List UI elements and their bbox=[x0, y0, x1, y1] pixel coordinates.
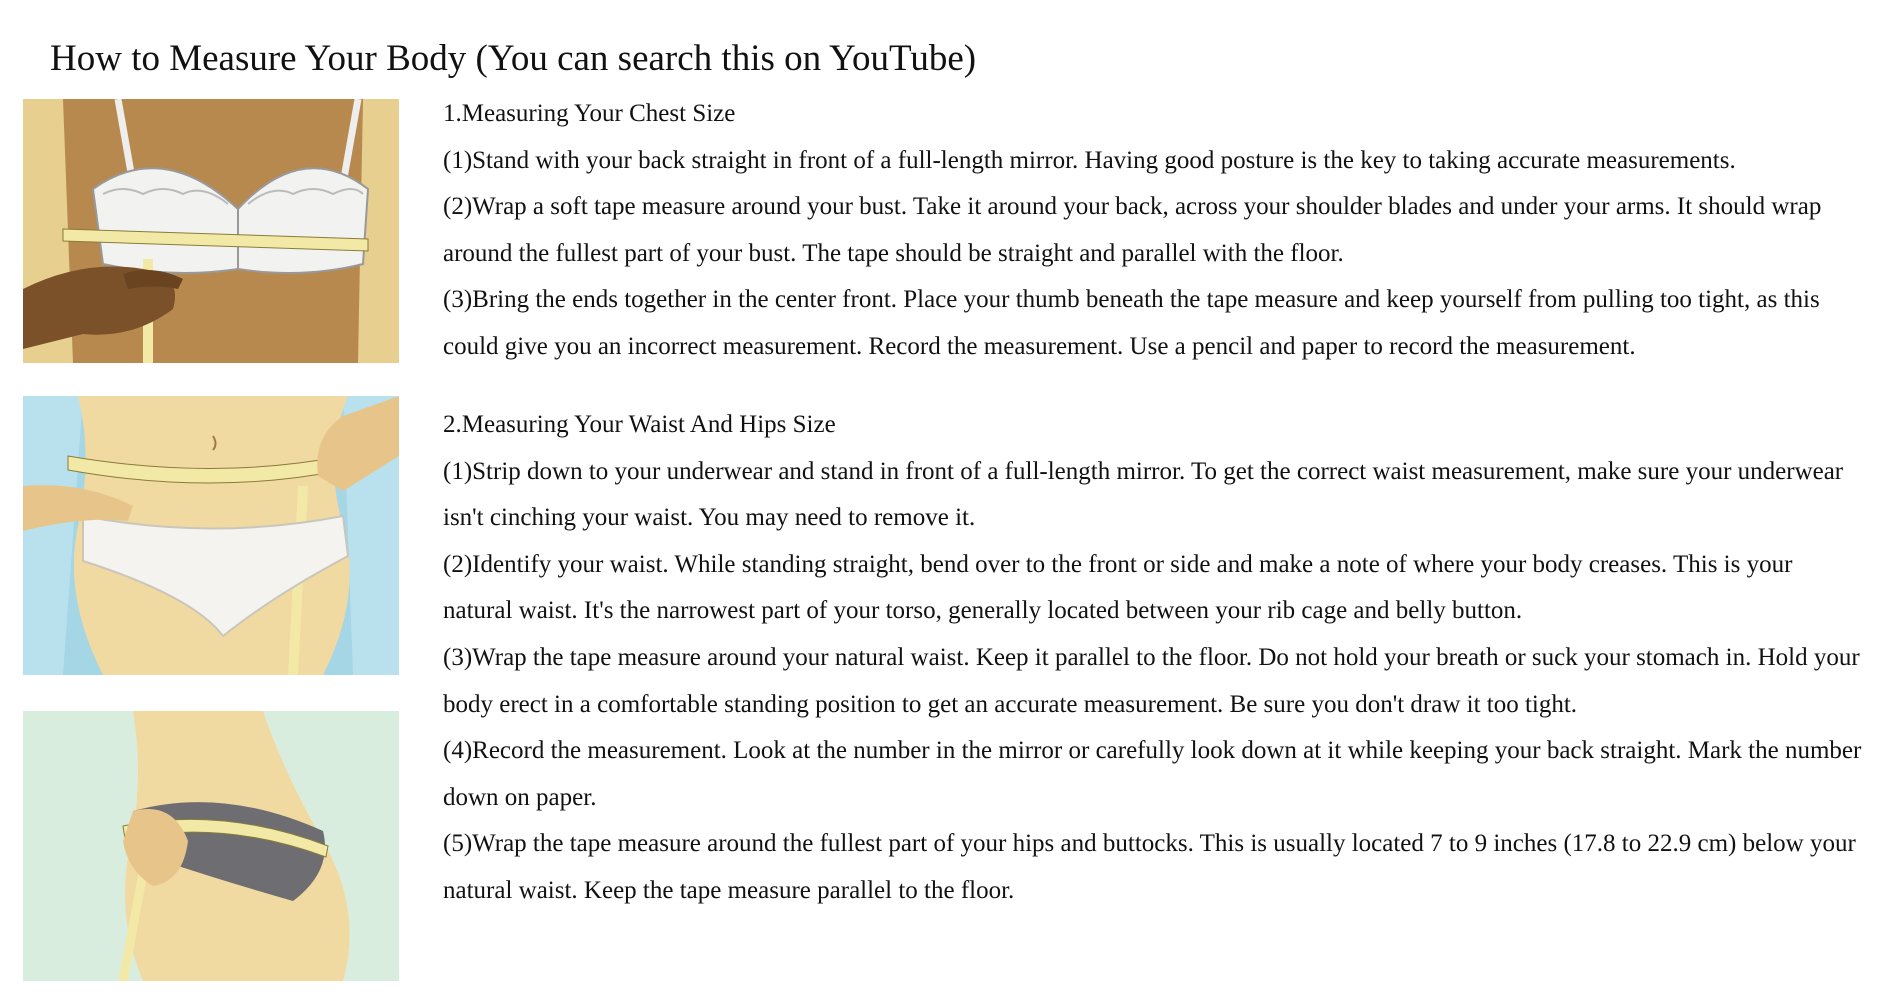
section-heading: 2.Measuring Your Waist And Hips Size bbox=[443, 411, 836, 438]
section-heading: 1.Measuring Your Chest Size bbox=[443, 100, 736, 127]
page-title: How to Measure Your Body (You can search this on YouTube) bbox=[50, 38, 977, 79]
instruction-paragraph: (5)Wrap the tape measure around the fullest part of your hips and buttocks. This is usually located 7 to 9 inches (17.8 to 22.9 cm) below your natural waist. Keep the tape measure parallel to the floor. bbox=[443, 830, 1856, 904]
waist-hips-size-section bbox=[443, 402, 1863, 915]
waist-measurement-illustration bbox=[23, 396, 399, 675]
instruction-paragraph: (1)Stand with your back straight in front of a full-length mirror. Having good posture is the key to taking accurate measurements. bbox=[443, 146, 1736, 174]
hips-measurement-illustration bbox=[23, 711, 399, 981]
instruction-paragraph: (1)Strip down to your underwear and stand in front of a full-length mirror. To get the correct waist measurement, make sure your underwear isn't cinching your waist. You may need to remove it. bbox=[443, 457, 1844, 532]
chest-measurement-illustration bbox=[23, 99, 399, 363]
chest-size-section bbox=[443, 91, 1863, 371]
instruction-paragraph: (4)Record the measurement. Look at the number in the mirror or carefully look down at it while keeping your back straight. Mark the number down on paper. bbox=[443, 737, 1862, 811]
instruction-paragraph: (2)Identify your waist. While standing straight, bend over to the front or side and make a note of where your body creases. This is your natural waist. It's the narrowest part of your torso, generally located between your rib cage and belly button. bbox=[443, 550, 1793, 625]
instruction-paragraph: (3)Bring the ends together in the center front. Place your thumb beneath the tape measure and keep yourself from pulling too tight, as this could give you an incorrect measurement. Record the measurement. Use a pencil and paper to record the measurement. bbox=[443, 286, 1820, 360]
instruction-paragraph: (2)Wrap a soft tape measure around your bust. Take it around your back, across your shoulder blades and under your arms. It should wrap around the fullest part of your bust. The tape should be straight and parallel with the floor. bbox=[443, 193, 1822, 267]
instruction-paragraph: (3)Wrap the tape measure around your natural waist. Keep it parallel to the floor. Do not hold your breath or suck your stomach in. Hold your body erect in a comfortable standing position to get an accurate measurement. Be sure you don't draw it too tight. bbox=[443, 643, 1860, 718]
